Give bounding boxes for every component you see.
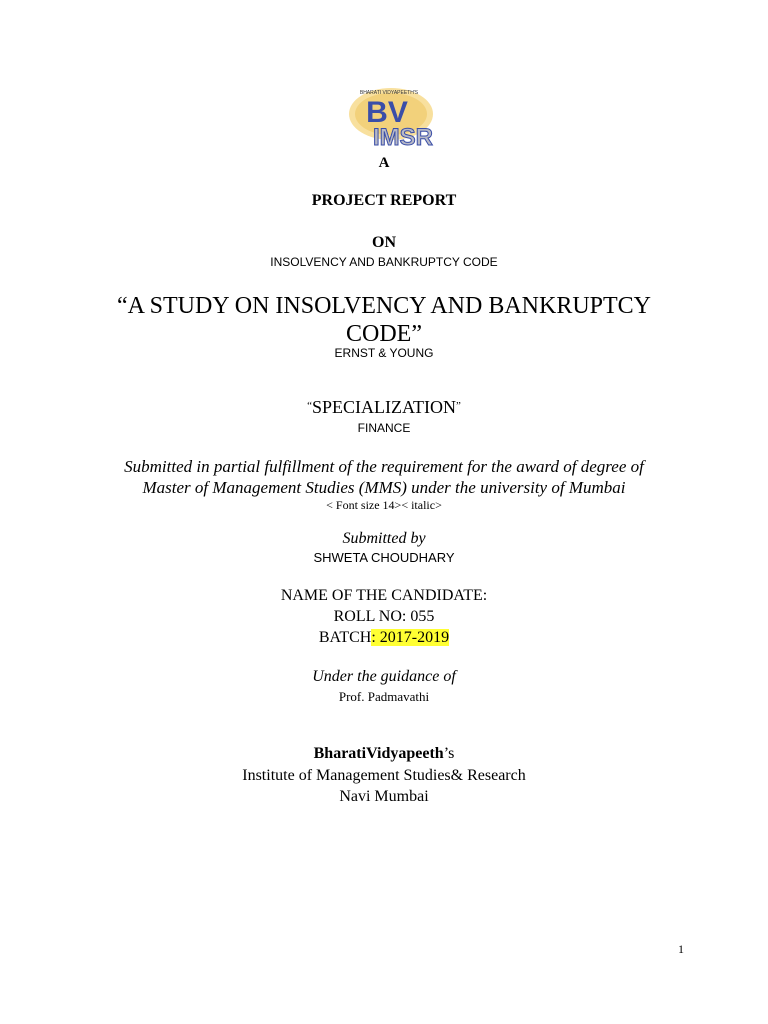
bvimsr-logo-icon <box>345 84 445 154</box>
roll-number: ROLL NO: 055 <box>333 608 435 625</box>
project-report-title: PROJECT REPORT <box>311 192 457 209</box>
study-title <box>0 292 768 348</box>
study-title-line2: CODE” <box>346 321 422 347</box>
batch-label: BATCH <box>318 629 372 646</box>
candidate-details <box>0 585 768 648</box>
institute-name <box>0 745 768 763</box>
logo-top-text: BHARATI VIDYAPEETH'S <box>359 90 419 96</box>
header-a: A <box>378 155 390 171</box>
institute-name-suffix: ’s <box>443 745 455 762</box>
spec-open-quote: “ <box>307 400 312 412</box>
institute-line1: Institute of Management Studies& Research <box>242 767 526 784</box>
submission-statement <box>0 456 768 498</box>
guidance-label: Under the guidance of <box>312 668 456 685</box>
logo-main-text: BV <box>366 96 408 129</box>
guide-name: Prof. Padmavathi <box>338 689 430 704</box>
institute-name-bold: BharatiVidyapeeth <box>313 745 444 762</box>
spec-close-quote: ” <box>456 400 461 412</box>
study-title-line1: “A STUDY ON INSOLVENCY AND BANKRUPTCY <box>116 293 652 319</box>
submission-line1: Submitted in partial fulfillment of the requirement for the award of degree of <box>124 457 644 476</box>
specialization-heading <box>0 397 768 418</box>
student-name: SHWETA CHOUDHARY <box>313 550 455 565</box>
logo-sub-text: IMSR <box>373 124 433 151</box>
institute-line2: Navi Mumbai <box>339 788 429 805</box>
report-topic: INSOLVENCY AND BANKRUPTCY CODE <box>270 255 498 269</box>
institute-address <box>0 765 768 807</box>
spec-label: SPECIALIZATION <box>312 397 456 417</box>
company-name: ERNST & YOUNG <box>334 346 434 360</box>
submitted-by-label: Submitted by <box>342 530 426 547</box>
batch-line <box>0 627 768 648</box>
submission-line2: Master of Management Studies (MMS) under the university of Mumbai <box>142 478 626 497</box>
candidate-name-label: NAME OF THE CANDIDATE: <box>280 587 488 604</box>
header-on: ON <box>372 234 396 251</box>
specialization-value: FINANCE <box>357 421 411 435</box>
batch-value: : 2017-2019 <box>371 629 450 646</box>
font-note: < Font size 14>< italic> <box>326 498 442 512</box>
page-number: 1 <box>678 942 684 956</box>
